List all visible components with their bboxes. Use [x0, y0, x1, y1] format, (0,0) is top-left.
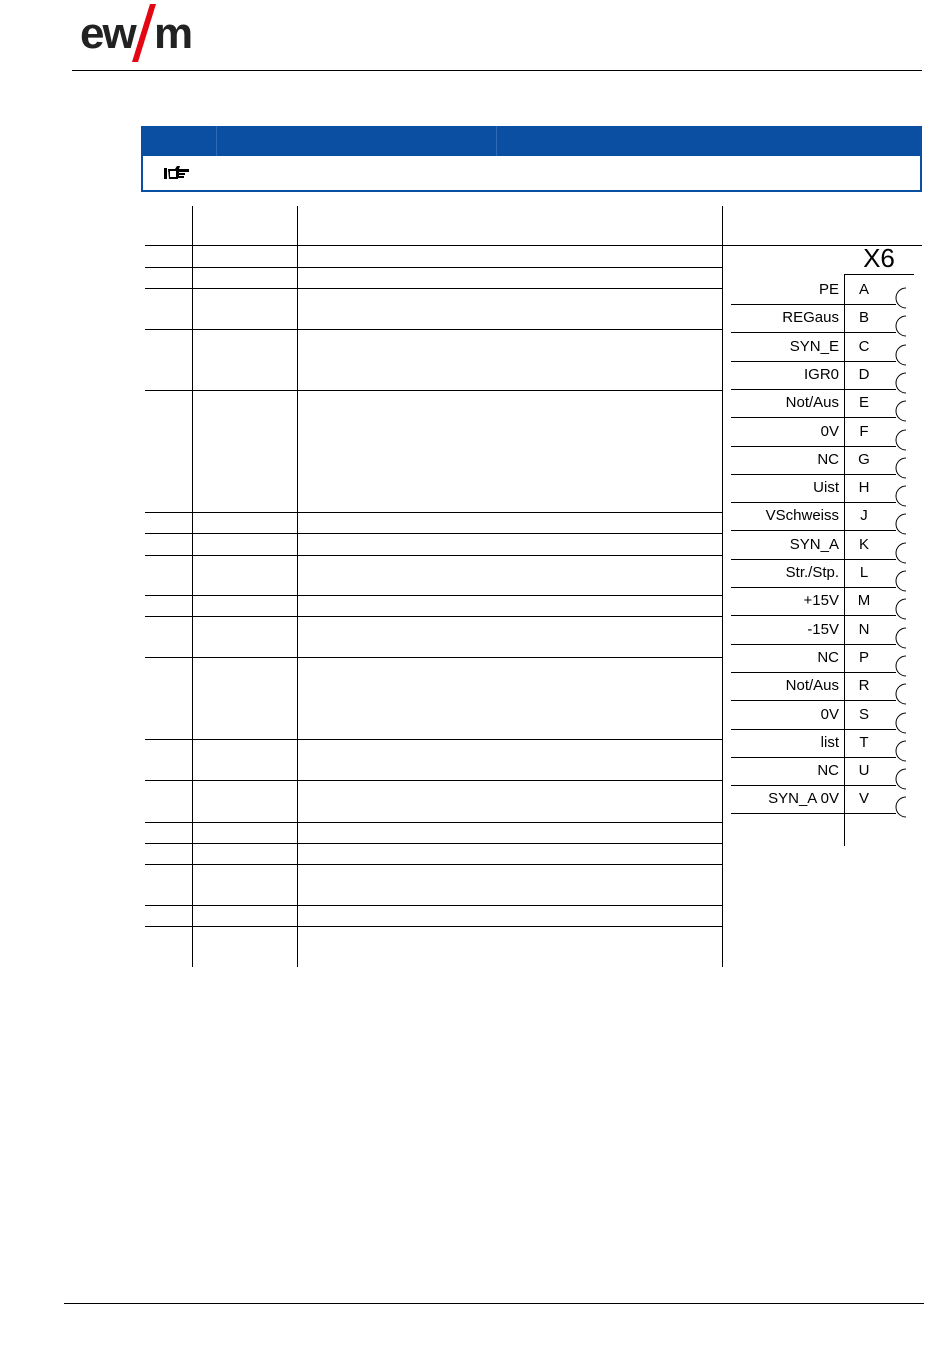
- connector-pin-row: [730, 644, 905, 672]
- pin-letter-label: P: [858, 648, 869, 666]
- pin-letter-label: M: [857, 592, 871, 610]
- pin-signal-label: Not/Aus: [785, 677, 839, 695]
- pin-signal-label: SYN_A 0V: [768, 790, 839, 808]
- connector-pin-row: [730, 389, 905, 417]
- pin-letter-label: H: [858, 479, 870, 497]
- pin-letter-label: A: [858, 281, 869, 298]
- pin-letter-label: S: [858, 705, 869, 723]
- pin-letter-label: G: [858, 450, 870, 468]
- pin-signal-label: -15V: [807, 620, 839, 638]
- pin-letter-label: U: [858, 762, 870, 780]
- pin-signal-label: list: [820, 733, 839, 751]
- connector-pin-row: [730, 672, 905, 700]
- connector-pin-row: [730, 474, 905, 502]
- connector-pin-row: [730, 531, 905, 559]
- pin-letter-label: V: [858, 790, 869, 808]
- svg-text:ew: ew: [80, 9, 135, 58]
- pin-letter-label: N: [858, 620, 870, 638]
- pin-signal-label: NC: [817, 762, 839, 780]
- pin-signal-label: PE: [818, 281, 839, 298]
- pin-letter-label: F: [859, 422, 869, 440]
- connector-pin-row: [730, 276, 905, 304]
- connector-pin-row: [730, 785, 905, 813]
- pin-letter-label: B: [858, 309, 869, 327]
- connector-pin-row: [730, 757, 905, 785]
- pin-signal-label: Str./Stp.: [785, 564, 839, 581]
- connector-pin-row: [730, 446, 905, 474]
- pin-signal-label: VSchweiss: [765, 507, 839, 525]
- pin-signal-label: REGaus: [782, 309, 839, 327]
- svg-text:m: m: [154, 9, 194, 58]
- pin-letter-label: K: [858, 535, 869, 553]
- pin-letter-label: D: [858, 365, 870, 383]
- pin-signal-label: 0V: [820, 422, 839, 440]
- pin-signal-label: IGR0: [803, 365, 839, 383]
- connector-pin-row: [730, 304, 905, 332]
- pin-signal-label: NC: [817, 648, 839, 666]
- connector-pin-row: [730, 559, 905, 587]
- pin-signal-label: 0V: [820, 705, 839, 723]
- connector-pin-row: [730, 587, 905, 615]
- pin-letter-label: J: [860, 507, 868, 525]
- connector-pin-row: [730, 616, 905, 644]
- connector-pin-row: [730, 729, 905, 757]
- pin-signal-label: Not/Aus: [785, 394, 839, 412]
- pin-letter-label: T: [859, 733, 869, 751]
- pin-signal-label: NC: [817, 450, 839, 468]
- pin-signal-label: +15V: [803, 592, 839, 610]
- pin-letter-label: E: [858, 394, 869, 412]
- footer-rule: [64, 1303, 924, 1304]
- pin-signal-label: Uist: [813, 479, 839, 497]
- connector-title: X6: [863, 243, 895, 273]
- pin-letter-label: R: [858, 677, 870, 695]
- connector-pin-row: [730, 361, 905, 389]
- connector-pin-row: [730, 418, 905, 446]
- pin-letter-label: C: [858, 337, 870, 355]
- connector-pin-row: [730, 333, 905, 361]
- pin-letter-label: L: [859, 564, 869, 581]
- connector-pin-row: [730, 701, 905, 729]
- pin-signal-label: SYN_E: [789, 337, 839, 355]
- connector-pin-row: [730, 502, 905, 530]
- pin-signal-label: SYN_A: [789, 535, 839, 553]
